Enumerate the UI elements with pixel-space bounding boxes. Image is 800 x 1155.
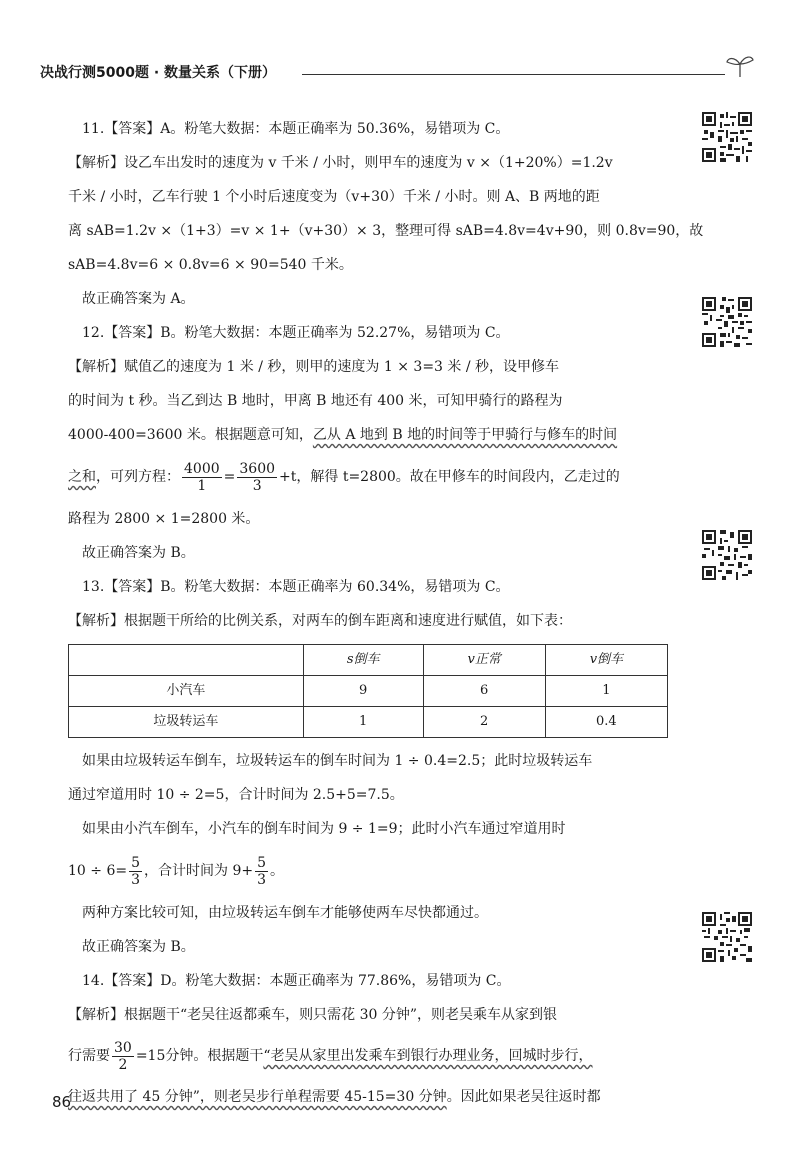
table-row (69, 676, 668, 707)
table-cell (69, 645, 304, 676)
q14-key-phrase-cont: 往返共用了 45 分钟”，则老吴步行单程需要 45-15=30 分钟 (68, 1089, 447, 1105)
q12-analysis-line-5: 路程为 2800 × 1=2800 米。 (68, 511, 260, 527)
q12-equation-tail: +t，解得 t=2800。故在甲修车的时间段内，乙走过的 (279, 469, 620, 485)
table-header-cell: v正常 (423, 645, 545, 676)
q13-paragraph-1: 如果由垃圾转运车倒车，垃圾转运车的倒车时间为 1 ÷ 0.4=2.5；此时垃圾转运车 (82, 753, 593, 769)
q12-analysis-line-3 (68, 418, 668, 452)
q11-analysis-line-1: 【解析】设乙车出发时的速度为 v 千米 / 小时，则甲车的速度为 v ×（1+20%）=1.2v (68, 155, 613, 171)
table-header-cell: s倒车 (303, 645, 423, 676)
qr-code-icon[interactable] (702, 912, 752, 962)
q13-conclusion: 故正确答案为 B。 (82, 939, 195, 955)
ratio-table (68, 644, 668, 738)
table-cell: 垃圾转运车 (69, 707, 304, 738)
table-header-row (69, 645, 668, 676)
q11-conclusion: 故正确答案为 A。 (82, 291, 195, 307)
fraction: $\frac{5}{3}$ (257, 854, 267, 888)
page-number: 86 (52, 1093, 72, 1111)
q12-key-phrase: 乙从 A 地到 B 地的时间等于甲骑行与修车的时间 (312, 427, 618, 443)
table-cell: 0.4 (545, 707, 667, 738)
table-cell: 6 (423, 676, 545, 707)
q12-line3-text: 4000-400=3600 米。根据题意可知， (68, 427, 313, 443)
page-body (68, 112, 704, 1114)
q14-key-phrase: “老吴从家里出发乘车到银行办理业务，回城时步行， (263, 1048, 593, 1064)
q12-analysis-line-2: 的时间为 t 秒。当乙到达 B 地时，甲离 B 地还有 400 米，可知甲骑行的路程为 (68, 393, 563, 409)
q14-analysis-line-1: 【解析】根据题干“老吴往返都乘车，则只需花 30 分钟”，则老吴乘车从家到银 (68, 1007, 558, 1023)
fraction: $\frac{4000}{1}$ (184, 460, 220, 494)
book-title: 决战行测5000题 · 数量关系（下册） (40, 65, 277, 81)
q13-paragraph-3: 两种方案比较可知，由垃圾转运车倒车才能够使两车尽快都通过。 (82, 905, 488, 921)
q12-conclusion: 故正确答案为 B。 (82, 545, 195, 561)
qr-code-icon[interactable] (702, 112, 752, 162)
running-header (40, 52, 755, 82)
q12-equation-line: 之和，可列方程： $\frac{4000}{1}$ = $\frac{3600}{3}$ +t，解得 t=2800。故在甲修车的时间段内，乙走过的 (68, 460, 620, 494)
q12-answer: 12.【答案】B。粉笔大数据：本题正确率为 52.27%，易错项为 C。 (82, 325, 510, 341)
q11-analysis-line-4: sAB=4.8v=6 × 0.8v=6 × 90=540 千米。 (68, 257, 353, 273)
q12-equation-intro: ，可列方程： (96, 469, 180, 485)
q14-answer: 14.【答案】D。粉笔大数据：本题正确率为 77.86%，易错项为 C。 (82, 973, 511, 989)
q11-answer: 11.【答案】A。粉笔大数据：本题正确率为 50.36%，易错项为 C。 (82, 121, 510, 137)
fraction: $\frac{3600}{3}$ (239, 460, 276, 494)
qr-code-icon[interactable] (702, 297, 752, 347)
sprout-icon (725, 52, 755, 78)
q13-analysis-line-1: 【解析】根据题干所给的比例关系，对两车的倒车距离和速度进行赋值，如下表： (68, 613, 572, 629)
table-cell: 1 (545, 676, 667, 707)
q13-answer: 13.【答案】B。粉笔大数据：本题正确率为 60.34%，易错项为 C。 (82, 579, 510, 595)
fraction: $\frac{5}{3}$ (131, 854, 141, 888)
q12-key-phrase-end: 之和 (68, 469, 96, 485)
q14-analysis-line-3: 往返共用了 45 分钟”，则老吴步行单程需要 45-15=30 分钟。因此如果老吴往返时都 (68, 1089, 601, 1105)
table-cell: 2 (423, 707, 545, 738)
table-cell: 9 (303, 676, 423, 707)
q12-analysis-line-1: 【解析】赋值乙的速度为 1 米 / 秒，则甲的速度为 1 × 3=3 米 / 秒，设甲修车 (68, 359, 560, 375)
q11-analysis-line-3: 离 sAB=1.2v ×（1+3）=v × 1+（v+30）× 3，整理可得 sAB=4.8v=4v+90，则 0.8v=90，故 (68, 223, 704, 239)
q13-paragraph-1-cont: 通过窄道用时 10 ÷ 2=5，合计时间为 2.5+5=7.5。 (68, 787, 404, 803)
header-rule (302, 74, 725, 75)
qr-code-icon[interactable] (702, 530, 752, 580)
table-cell: 1 (303, 707, 423, 738)
fraction: $\frac{30}{2}$ (114, 1039, 132, 1073)
q14-analysis-line-2: 行需要 $\frac{30}{2}$ =15分钟。根据题干“老吴从家里出发乘车到银行办理业务，回城时步行， (68, 1039, 593, 1073)
table-row (69, 707, 668, 738)
table-header-cell: v倒车 (545, 645, 667, 676)
q13-fraction-line: 10 ÷ 6= $\frac{5}{3}$ ，合计时间为 9+ $\frac{5}{3}$ 。 (68, 854, 285, 888)
q13-paragraph-2: 如果由小汽车倒车，小汽车的倒车时间为 9 ÷ 1=9；此时小汽车通过窄道用时 (82, 821, 566, 837)
table-cell: 小汽车 (69, 676, 304, 707)
q11-analysis-line-2: 千米 / 小时，乙车行驶 1 个小时后速度变为（v+30）千米 / 小时。则 A、B 两地的距 (68, 189, 600, 205)
